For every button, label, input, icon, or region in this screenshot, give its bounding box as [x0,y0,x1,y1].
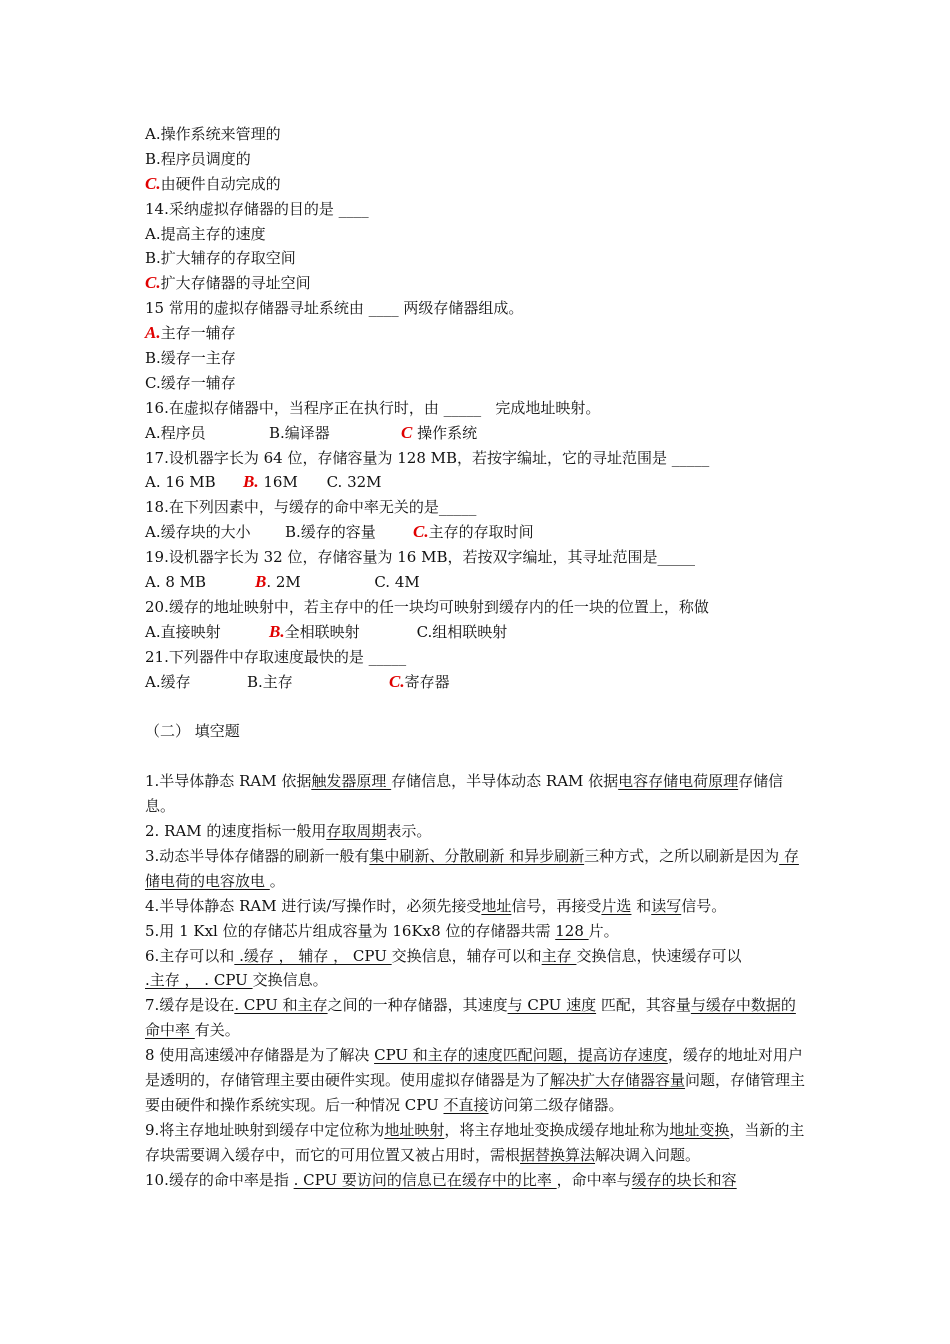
q19-question: 19.设机器字长为 32 位，存储容量为 16 MB，若按双字编址，其寻址范围是_____ [145,548,695,567]
q17-question: 17.设机器字长为 64 位，存储容量为 128 MB，若按字编址，它的寻址范围是 _____ [145,448,710,467]
blank-answer: 片选 [601,896,632,915]
option-c: C.组相联映射 [416,622,508,641]
option-b-text: . 2M [266,573,301,592]
blank-answer: 不直接 [443,1095,489,1114]
answer-mark: B. [269,621,285,641]
blank-answer: 与 CPU 速度 [507,996,597,1015]
fill-item-9: 9.将主存地址映射到缓存中定位称为地址映射，将主存地址变换成缓存地址称为地址变换，当新的主存块需要调入缓存中，而它的可用位置又被占用时，需根据替换算法解决调入问题。 [145,1120,805,1164]
blank-answer: 缓存的块长和容 [631,1170,737,1189]
blank-answer: 地址映射 [384,1120,445,1139]
q18-options [145,520,810,545]
option-c: C. 4M [374,573,420,592]
blank-answer: 读写 [651,896,682,915]
fill-item-3: 3.动态半导体存储器的刷新一般有集中刷新、分散刷新 和异步刷新三种方式，之所以刷新是因为 存储电荷的电容放电 。 [145,846,799,890]
answer-mark: B [255,572,267,592]
blank-answer: . CPU 要访问的信息已在缓存中的比率 [293,1170,557,1189]
blank-answer: 存取周期 [326,821,387,840]
option-text: 由硬件自动完成的 [160,174,281,193]
option-c-text: 寄存器 [404,672,450,691]
fill-item-5: 5.用 1 Kxl 位的存储芯片组成容量为 16Kx8 位的存储器共需 128 片。 [145,921,619,940]
option-a: A.程序员 [145,423,206,442]
blank-answer: 解决扩大存储器容量 [550,1071,686,1090]
answer-mark: C. [389,671,405,691]
fill-item-2: 2. RAM 的速度指标一般用存取周期表示。 [145,821,432,840]
option-b: B.主存 [247,672,293,691]
blank-answer: .主存 ， . CPU [145,971,253,990]
q20-question: 20.缓存的地址映射中，若主存中的任一块均可映射到缓存内的任一块的位置上，称做 [145,597,709,616]
option-text: 主存一辅存 [160,324,236,343]
section-title: （二） 填空题 [145,722,240,741]
q16-question: 16.在虚拟存储器中，当程序正在执行时，由 _____ 完成地址映射。 [145,398,601,417]
q16-options [145,421,810,446]
q21-options [145,670,810,695]
option-b: B.编译器 [269,423,330,442]
q15-option-a [145,321,810,346]
fill-item-8: 8 使用高速缓冲存储器是为了解决 CPU 和主存的速度匹配问题，提高访存速度，缓存的地址对用户是透明的，存储管理主要由硬件实现。使用虚拟存储器是为了解决扩大存储器容量问题，存储管理主要由硬件和操作系统实现。后一种情况 CPU 不直接访问第二级存储器。 [145,1046,806,1114]
option-a: A. 16 MB [145,473,216,492]
blank-answer: 与缓存中数据的命中率 [145,996,796,1040]
q15-option-b: B.缓存一主存 [145,349,236,368]
blank-answer: CPU 和主存的速度匹配问题，提高访存速度 [374,1046,668,1065]
answer-mark: C. [413,522,429,542]
q17-options [145,470,810,495]
fill-item-4: 4.半导体静态 RAM 进行读/写操作时，必须先接受地址信号，再接受片选 和读写信号。 [145,896,727,915]
option-c-text: 主存的存取时间 [428,523,534,542]
blank-answer: 据替换算法 [520,1145,596,1164]
q21-question: 21.下列器件中存取速度最快的是 _____ [145,647,407,666]
blank-answer: . CPU 和主存 [234,996,328,1015]
answer-mark: C. [145,273,161,293]
q13-option-c [145,172,810,197]
option-a: A.缓存 [145,672,191,691]
blank-answer: 电容存储电荷原理 [618,772,739,791]
blank-answer: 存储电荷的电容放电 [145,846,799,890]
option-b-text: 16M [258,473,298,492]
q20-options [145,620,810,645]
blank-answer: 地址变换 [669,1120,730,1139]
q15-question: 15 常用的虚拟存储器寻址系统由 ____ 两级存储器组成。 [145,299,524,318]
blank-answer: 128 [555,921,589,940]
q13-option-a: A.操作系统来管理的 [145,125,281,143]
fill-item-1: 1.半导体静态 RAM 依据触发器原理 存储信息，半导体动态 RAM 依据电容存储电荷原理存储信息。 [145,772,784,816]
option-c: C. 32M [326,473,382,492]
blank-answer: 主存 [541,946,577,965]
fill-item-7: 7.缓存是设在. CPU 和主存之间的一种存储器，其速度与 CPU 速度 匹配，其容量与缓存中数据的命中率 有关。 [145,996,796,1040]
answer-mark: C [401,422,413,442]
q15-option-c: C.缓存一辅存 [145,373,236,392]
q14-option-b: B.扩大辅存的存取空间 [145,249,296,268]
blank-answer: 触发器原理 [311,772,392,791]
q13-option-b: B.程序员调度的 [145,149,251,168]
q19-options [145,570,810,595]
option-text: 扩大存储器的寻址空间 [160,274,311,293]
answer-mark: C. [145,173,161,193]
blank-answer: 地址 [481,896,512,915]
fill-item-6: 6.主存可以和 .缓存 ， 辅存 ， CPU 交换信息，辅存可以和主存 交换信息，快速缓存可以 .主存 ， . CPU 交换信息。 [145,946,742,990]
document-page [145,122,810,1193]
q14-question: 14.采纳虚拟存储器的目的是 ____ [145,199,369,218]
option-a: A.缓存块的大小 [145,523,251,542]
option-b: B.缓存的容量 [285,523,376,542]
fill-item-10: 10.缓存的命中率是指 . CPU 要访问的信息已在缓存中的比率 ，命中率与缓存的块长和容 [145,1170,737,1189]
answer-mark: A. [145,323,161,343]
blank-answer: .缓存 ， 辅存 ， CPU [234,946,392,965]
option-c-text: 操作系统 [412,423,478,442]
q14-option-c [145,271,810,296]
answer-mark: B. [243,472,259,492]
blank-answer: 集中刷新、分散刷新 和异步刷新 [369,846,585,865]
option-a: A. 8 MB [145,573,207,592]
q14-option-a: A.提高主存的速度 [145,224,266,243]
q18-question: 18.在下列因素中，与缓存的命中率无关的是_____ [145,498,477,517]
option-a: A.直接映射 [145,622,221,641]
option-b-text: 全相联映射 [284,622,360,641]
